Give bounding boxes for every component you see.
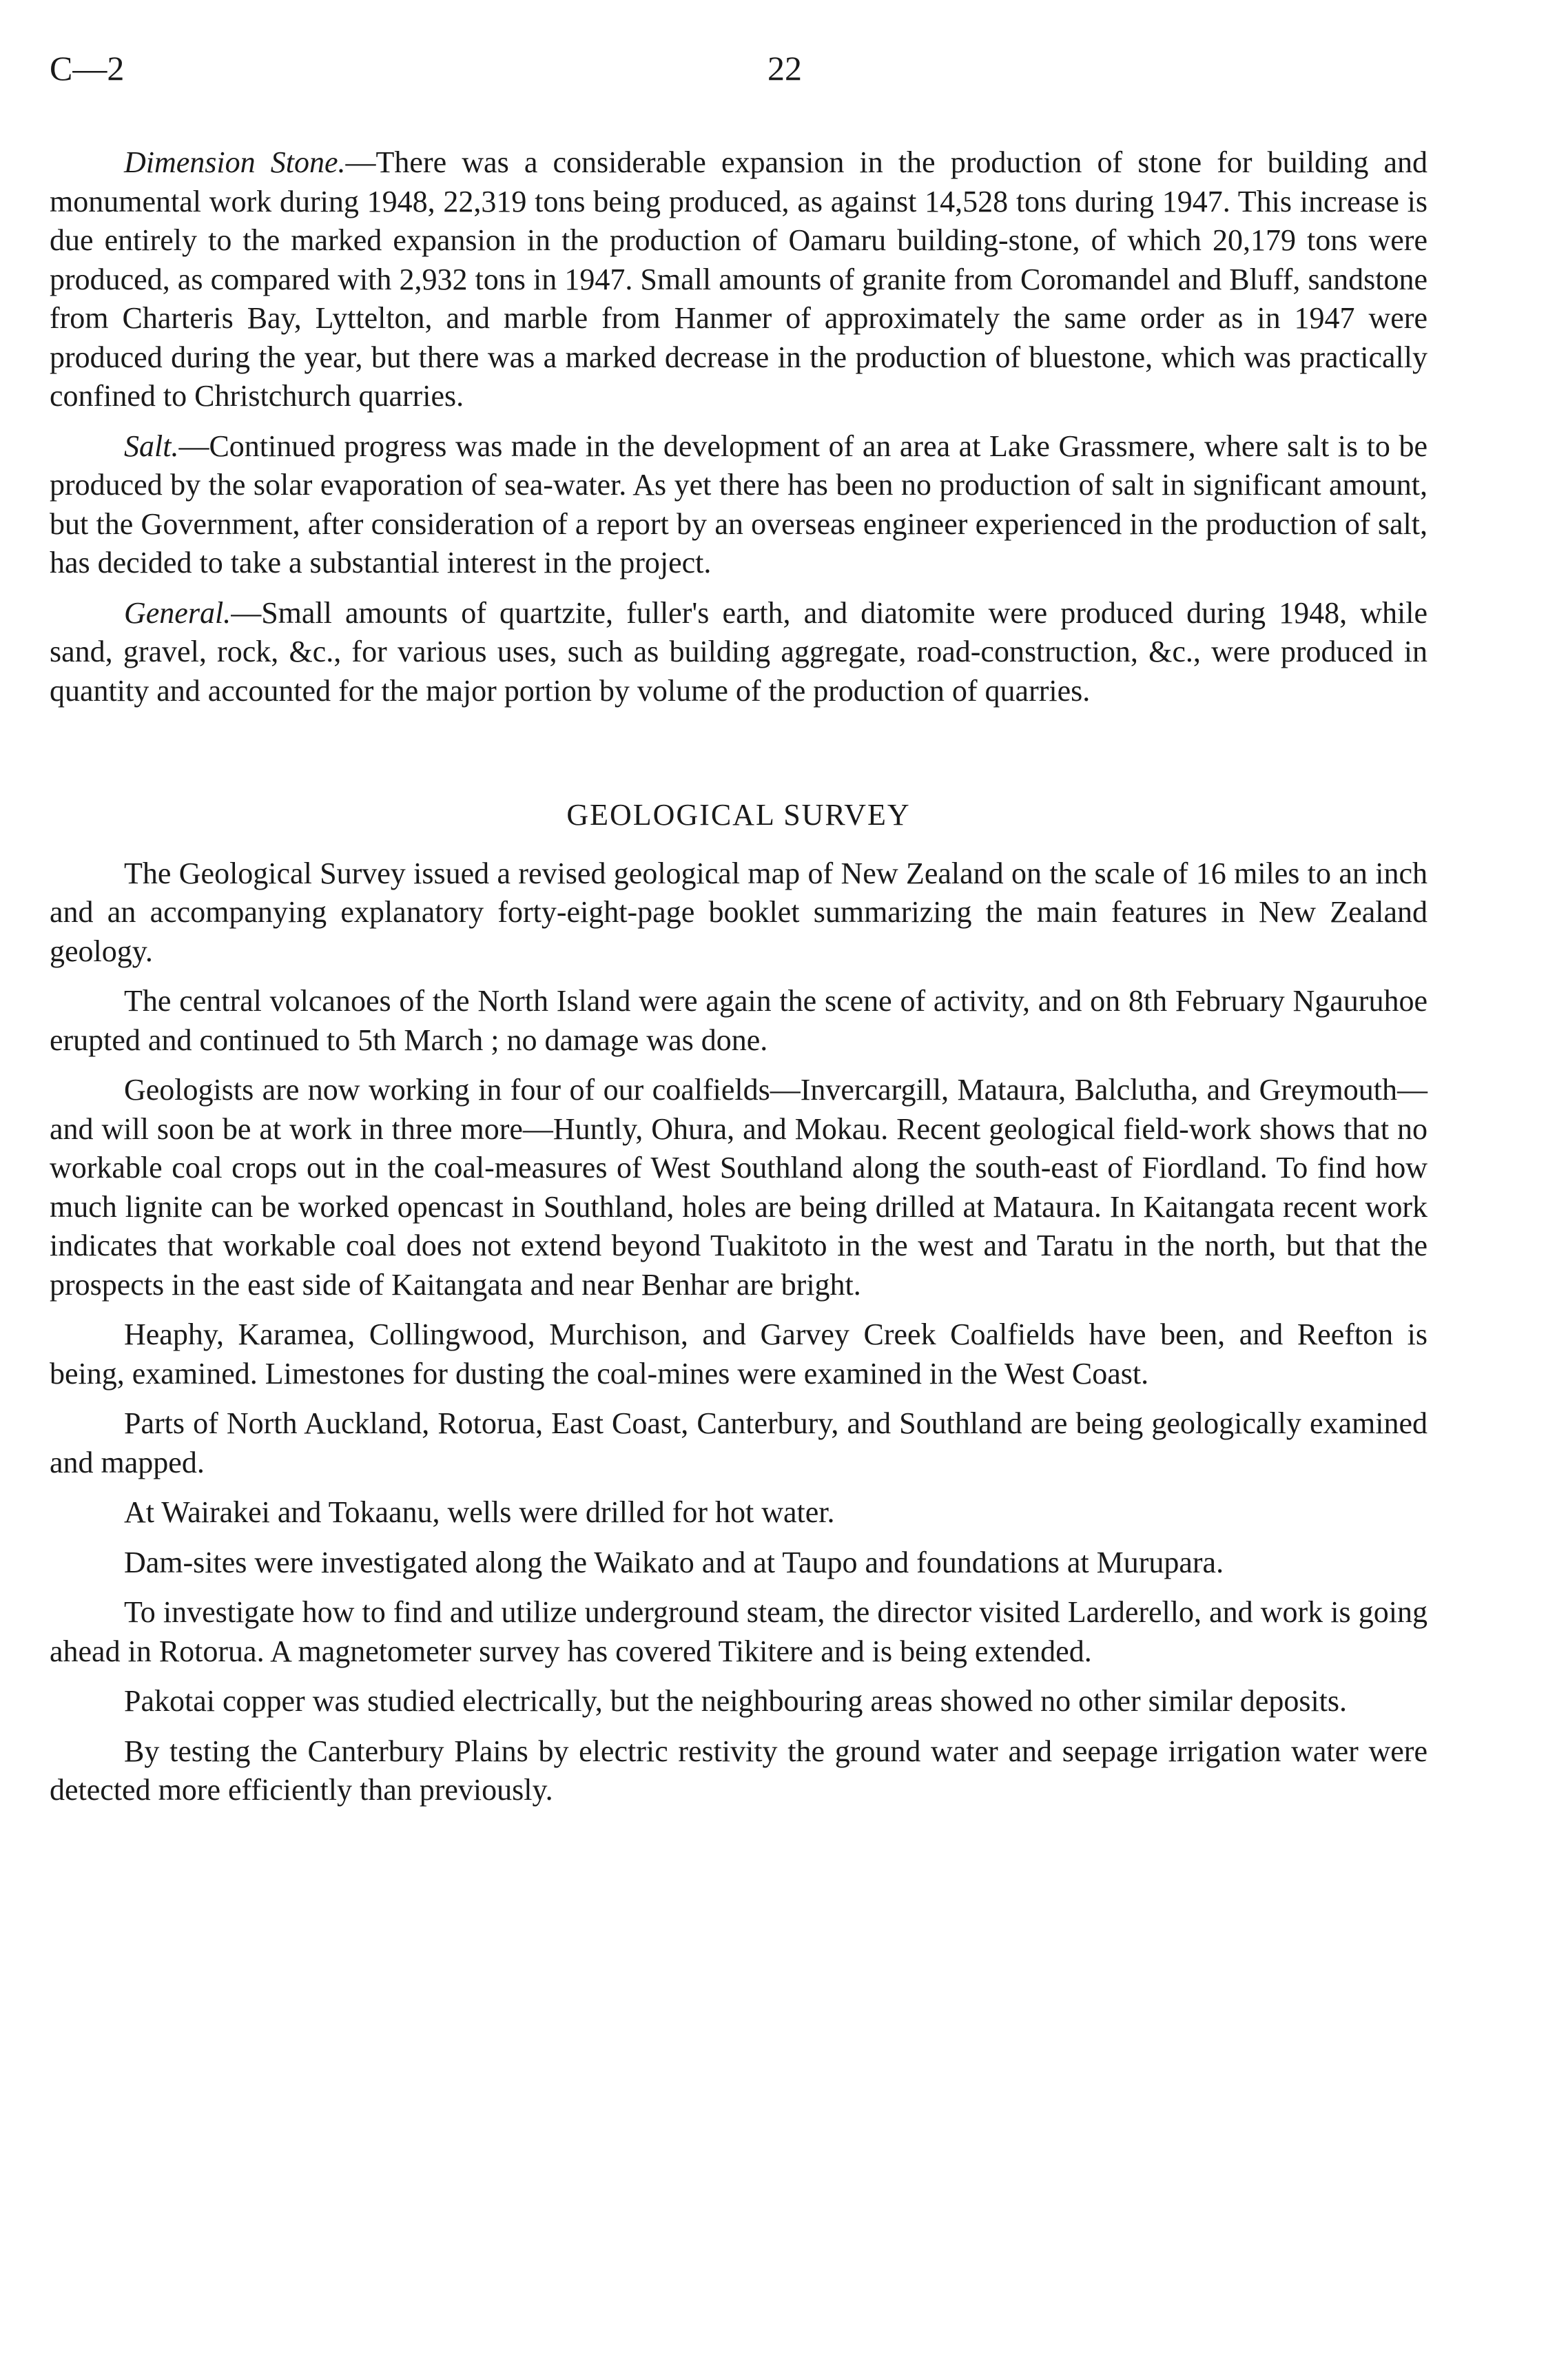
page-number: 22 [767,49,802,88]
paragraph-text-dimension-stone: —There was a considerable expansion in the production of stone for building and monumental work during 1948, 22,319 tons being produced, as against 14,528 tons during 1947. This increase is due entirely to the marked expansion in the production of Oamaru building-stone, of which 20,179 tons were produced, as compared with 2,932 tons in 1947. Small amounts of granite from Coromandel and Bluff, sandstone from Charteris Bay, Lyttelton, and marble from Hanmer of approximately the same order as in 1947 were produced during the year, but there was a marked decrease in the production of bluestone, which was practically confined to Christchurch quarries. [50,145,1428,413]
section-heading-geological-survey: GEOLOGICAL SURVEY [566,798,911,832]
paragraph-dimension-stone [50,143,1428,416]
page-reference: C—2 [50,49,125,88]
paragraph-regions-mapped: Parts of North Auckland, Rotorua, East Coast, Canterbury, and Southland are being geologically examined and mapped. [50,1406,1428,1479]
paragraph-lead-general: General. [124,595,231,630]
paragraph-dam-sites: Dam-sites were investigated along the Waikato and at Taupo and foundations at Murupara. [124,1545,1224,1579]
paragraph-hot-water-wells: At Wairakei and Tokaanu, wells were drilled for hot water. [124,1495,835,1529]
paragraph-underground-steam: To investigate how to find and utilize underground steam, the director visited Larderello, and work is going ahead in Rotorua. A magnetometer survey has covered Tikitere and is being extended. [50,1595,1428,1668]
paragraph-coalfields: Geologists are now working in four of our coalfields—Invercargill, Mataura, Balclutha, and Greymouth—and will soon be at work in three more—Huntly, Ohura, and Mokau. Recent geological field-work shows that no workable coal crops out in the coal-measures of West Southland along the south-east of Fiordland. To find how much lignite can be worked opencast in Southland, holes are being drilled at Mataura. In Kaitangata recent work indicates that workable coal does not extend beyond Tuakitoto in the west and Taratu in the north, but that the prospects in the east side of Kaitangata and near Benhar are bright. [50,1073,1428,1302]
paragraph-text-salt: —Continued progress was made in the development of an area at Lake Grassmere, where salt is to be produced by the solar evaporation of sea-water. As yet there has been no production of salt in significant amount, but the Government, after consideration of a report by an overseas engineer experienced in the production of salt, has decided to take a substantial interest in the project. [50,429,1428,579]
paragraph-volcanoes: The central volcanoes of the North Island were again the scene of activity, and on 8th February Ngauruhoe erupted and continued to 5th March ; no damage was done. [50,984,1428,1057]
paragraph-canterbury-plains: By testing the Canterbury Plains by electric restivity the ground water and seepage irrigation water were detected more efficiently than previously. [50,1734,1428,1807]
paragraph-salt [50,427,1428,583]
paragraph-coalfields-examined: Heaphy, Karamea, Collingwood, Murchison, and Garvey Creek Coalfields have been, and Reefton is being, examined. Limestones for dusting the coal-mines were examined in the West Coast. [50,1317,1428,1391]
paragraph-pakotai-copper: Pakotai copper was studied electrically, but the neighbouring areas showed no other similar deposits. [124,1684,1348,1718]
paragraph-lead-salt: Salt. [124,429,179,463]
paragraph-geological-map: The Geological Survey issued a revised geological map of New Zealand on the scale of 16 miles to an inch and an accompanying explanatory forty-eight-page booklet summarizing the main features in New Zealand geology. [50,856,1428,968]
page-header [50,48,1428,110]
paragraph-text-general: —Small amounts of quartzite, fuller's earth, and diatomite were produced during 1948, while sand, gravel, rock, &c., for various uses, such as building aggregate, road-construction, &c., were produced in quantity and accounted for the major portion by volume of the production of quarries. [50,595,1428,708]
paragraph-lead-dimension-stone: Dimension Stone. [124,145,346,179]
page-body [50,143,1428,1821]
paragraph-general [50,594,1428,711]
